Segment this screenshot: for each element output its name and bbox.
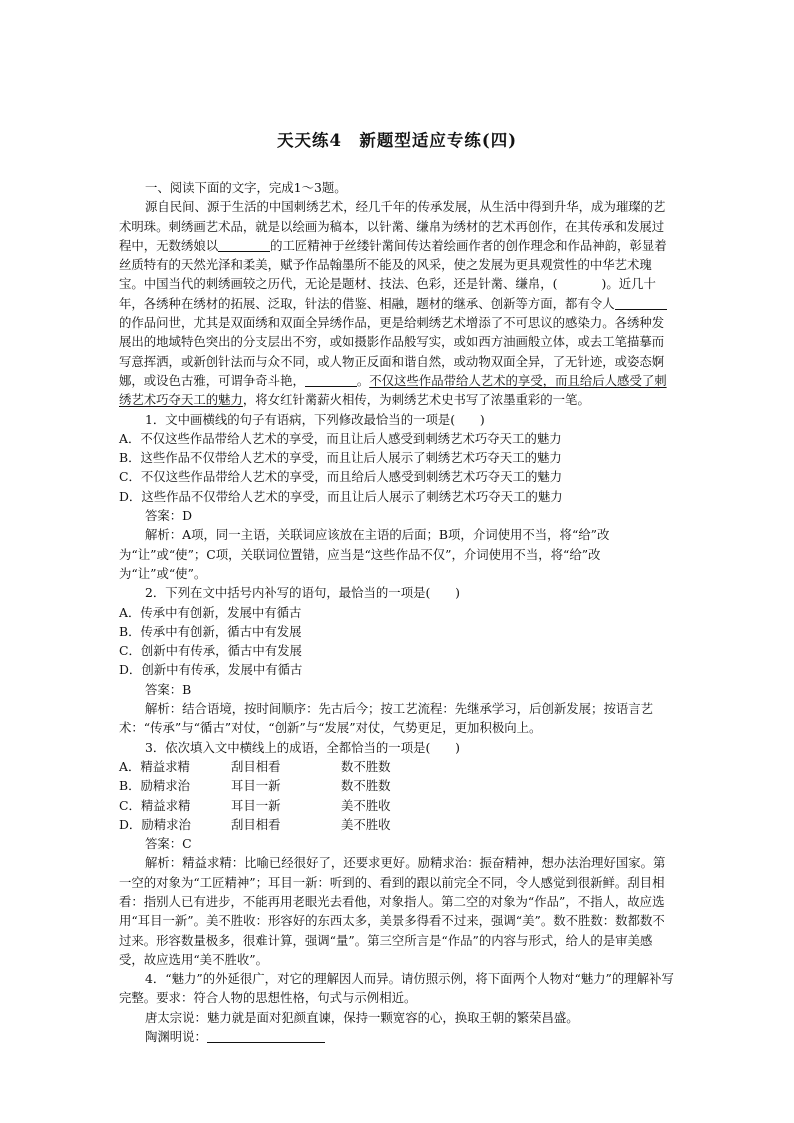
q1-option-b: B．这些作品不仅带给人艺术的享受，而且让后人展示了刺绣艺术巧夺天工的魅力	[119, 450, 562, 466]
passage-text: )。近几十年，各绣种在绣材的拓展、泛取，针法的借鉴、相融，题材的继承、创新等方面，都有令人	[119, 276, 656, 311]
q4-example: 唐太宗说：魅力就是面对犯颜直谏，保持一颗宽容的心，换取王朝的繁荣昌盛。	[145, 1009, 579, 1025]
q3-option-c	[119, 796, 675, 815]
q2-explanation: 解析：结合语境，按时间顺序：先古后今；按工艺流程：先继承学习，后创新发展；按语言艺术：“传承”与“循古”对仗，“创新”与“发展”对仗，气势更足，更加积极向上。	[119, 701, 654, 736]
bracket-blank[interactable]	[558, 277, 602, 290]
q3-option-a-second: 刮目相看	[231, 758, 281, 774]
question-4-stem: 4．“魅力”的外延很广，对它的理解因人而异。请仿照示例，将下面两个人物对“魅力”的理解补写完整。要求：符合人物的思想性格，句式与示例相近。	[119, 971, 674, 1006]
q3-option-c-second: 耳目一新	[231, 797, 281, 813]
q2-answer: 答案：B	[145, 681, 192, 697]
underlined-sentence: 不仅这些作品带给人艺术的享受，而且给后人感受了刺绣艺术巧夺天工的魅力	[119, 372, 667, 408]
q1-answer: 答案：D	[145, 508, 193, 524]
q1-option-c: C．不仅这些作品带给人艺术的享受，而且给后人感受到刺绣艺术巧夺天工的魅力	[119, 469, 563, 485]
passage-text: ，将女红针黹薪火相传，为刺绣艺术史书写了浓墨重彩的一笔。	[242, 392, 590, 408]
q3-option-c-third: 美不胜收	[341, 797, 391, 813]
q3-option-d-first: D．励精求治	[119, 816, 191, 832]
q1-option-d: D．这些作品不仅带给人艺术的享受，而且让后人展示了刺绣艺术巧夺天工的魅力	[119, 488, 563, 504]
q3-option-b	[119, 776, 675, 795]
q3-explanation: 解析：精益求精：比喻已经很好了，还要求更好。励精求治：振奋精神，想办法治理好国家。第一空的对象为“工匠精神”；耳目一新：听到的、看到的跟以前完全不同，令人感觉到很新鲜。刮目相看：指别人已有进步，不能再用老眼光去看他，对象指人。第二空的对象为“作品”，不指人，故应选用“耳目一新”。美不胜收：形容好的东西太多，美景多得看不过来，强调“美”。数不胜数：数都数不过来。形容数量极多，很难计算，强调“量”。第三空所言是“作品”的内容与形式，给人的是审美感受，故应选用“美不胜收”。	[119, 855, 666, 967]
fill-blank-3[interactable]	[305, 373, 357, 387]
q4-answer-line	[119, 1027, 675, 1046]
q3-option-d-third: 美不胜收	[341, 816, 391, 832]
q3-option-a	[119, 757, 675, 776]
q3-option-a-third: 数不胜数	[341, 758, 391, 774]
q3-option-b-first: B．励精求治	[119, 778, 191, 794]
q1-explanation: 解析：A项，同一主语，关联词应该放在主语的后面；B项，介词使用不当，将“给”改为“让”或“使”；C项，关联词位置错，应当是“这些作品不仅”，介词使用不当，将“给”改为“让”或“使”。	[119, 527, 610, 581]
reading-passage	[119, 197, 675, 409]
question-3-stem: 3．依次填入文中横线上的成语，全都恰当的一项是( )	[145, 739, 460, 755]
q2-option-c: C．创新中有传承，循古中有发展	[119, 643, 302, 659]
section-heading: 一、阅读下面的文字，完成1～3题。	[145, 180, 347, 195]
question-2-stem: 2．下列在文中括号内补写的语句，最恰当的一项是( )	[145, 585, 460, 601]
q3-option-d-second: 刮目相看	[231, 816, 281, 832]
q2-option-a: A．传承中有创新，发展中有循古	[119, 604, 302, 620]
page-title: 天天练4 新题型适应专练(四)	[276, 131, 518, 150]
q4-answer-blank[interactable]	[207, 1029, 325, 1043]
passage-text: 的工匠精神于丝缕针黹间传达着绘画作者的创作理念和作品神韵，彰显着丝质特有的天然光泽和柔美，赋予作品翰墨所不能及的风采，使之发展为更具观赏性的中华艺术瑰宝。中国当代的刺绣画较之历代，无论是题材、技法、色彩，还是针黹、缣帛，(	[119, 237, 667, 292]
q3-option-b-third: 数不胜数	[341, 778, 391, 794]
q1-option-a: A．不仅这些作品带给人艺术的享受，而且让后人感受到刺绣艺术巧夺天工的魅力	[119, 430, 562, 446]
q3-option-a-first: A．精益求精	[119, 758, 190, 774]
fill-blank-2[interactable]	[615, 296, 667, 310]
worksheet-body	[119, 178, 675, 1046]
q3-option-c-first: C．精益求精	[119, 797, 191, 813]
q3-answer: 答案：C	[145, 836, 192, 852]
q3-option-d	[119, 815, 675, 834]
q3-option-b-second: 耳目一新	[231, 778, 281, 794]
passage-text: 。	[356, 372, 370, 388]
worksheet-page	[119, 130, 675, 1046]
question-1-stem: 1．文中画横线的句子有语病，下列修改最恰当的一项是( )	[145, 411, 485, 427]
passage-text: 的作品问世，尤其是双面绣和双面全异绣作品，更是给刺绣艺术增添了不可思议的感染力。各绣种发展出的地域特色突出的分支层出不穷，或如摄影作品般写实，或如西方油画般立体，或去工笔描摹而写意挥洒，或新创针法而与众不同，或人物正反面和谐自然，或动物双面全异，了无针迹，或姿态婀娜，或设色古雅，可谓争奇斗艳，	[119, 315, 665, 388]
passage-text: 源自民间、源于生活的中国刺绣艺术，经几千年的传承发展，从生活中得到升华，成为璀璨的艺术明珠。刺绣画艺术品，就是以绘画为稿本，以针黹、缣帛为绣材的艺术再创作，在其传承和发展过程中，无数绣娘以	[119, 199, 666, 253]
q2-option-b: B．传承中有创新，循古中有发展	[119, 623, 302, 639]
q2-option-d: D．创新中有传承，发展中有循古	[119, 662, 303, 678]
q4-prompt: 陶渊明说：	[145, 1029, 207, 1045]
fill-blank-1[interactable]	[218, 238, 270, 252]
